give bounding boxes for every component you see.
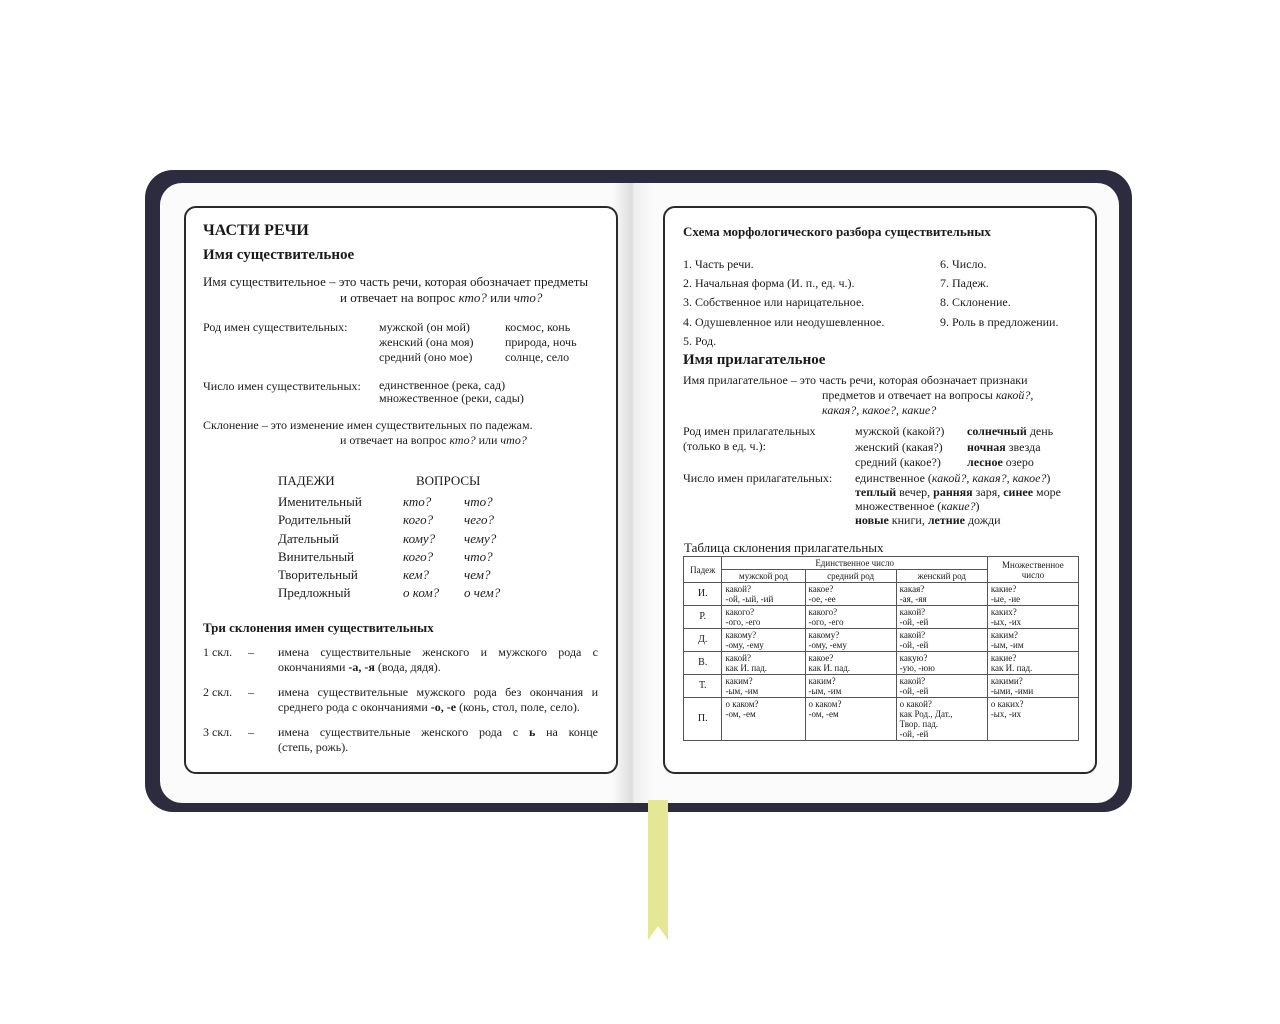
table-cell — [722, 629, 805, 652]
cell-question: какие? — [990, 584, 1017, 594]
table-cell — [722, 698, 805, 741]
conjunction-or: или — [475, 433, 501, 447]
table-cell — [987, 606, 1078, 629]
declension-2-examples: (конь, стол, поле, село). — [456, 700, 580, 714]
declension-1-dash: – — [248, 645, 254, 659]
case-questions-animate — [403, 493, 439, 603]
cell-ending: -ого, -его — [725, 617, 761, 627]
table-cell-case: Р. — [684, 606, 722, 629]
cell-ending: Твор. пад. — [899, 719, 939, 729]
adjective-definition-line1: Имя прилагательное – это часть речи, которая обозначает признаки — [683, 373, 1028, 387]
case-name: Родительный — [278, 512, 352, 528]
adjective-plural-examples — [855, 513, 1061, 527]
adjective-example-word: синее — [1003, 485, 1034, 499]
table-header-masculine: мужской род — [722, 570, 805, 583]
scheme-item: 9. Роль в предложении. — [940, 314, 1059, 329]
adjective-gender-label-line1: Род имен прилагательных — [683, 424, 816, 438]
case-question: о чем? — [464, 585, 501, 601]
bookmark-ribbon — [648, 800, 668, 940]
scheme-item: 3. Собственное или нарицательное. — [683, 295, 865, 310]
plural-question: какие? — [941, 499, 976, 513]
declension-3-text: имена существительные женского рода с — [278, 725, 529, 739]
noun-example-word: звезда — [1005, 439, 1041, 454]
notebook-spine — [612, 183, 654, 803]
table-row — [684, 606, 1079, 629]
question-who: кто? — [458, 290, 487, 305]
declension-3-label: 3 скл. — [203, 725, 233, 739]
scheme-item: 8. Склонение. — [940, 295, 1011, 310]
table-cell — [896, 675, 987, 698]
cell-question: о каких? — [990, 699, 1024, 709]
table-header-case: Падеж — [684, 557, 722, 583]
declension-2-text: среднего рода с окончаниями — [278, 700, 431, 714]
cell-ending: как И. пад. — [725, 663, 767, 673]
gender-form: женский (она моя) — [379, 335, 474, 349]
cell-ending: -ому, -ему — [725, 640, 764, 650]
adjective-definition-line2 — [822, 388, 1033, 403]
cell-question: о каком? — [808, 699, 842, 709]
scheme-title: Схема морфологического разбора существительных — [683, 224, 991, 239]
cell-question: какой? — [725, 653, 751, 663]
adjective-number-label: Число имен прилагательных: — [683, 471, 833, 485]
cell-question: какую? — [899, 653, 928, 663]
table-cell — [805, 629, 896, 652]
cell-ending: как Род., Дат., — [899, 709, 953, 719]
gender-example: солнце, село — [505, 350, 570, 364]
singular-questions: какой?, какая?, какое? — [931, 471, 1047, 485]
cell-ending: -ом, -ем — [808, 709, 839, 719]
declension-1-line2 — [278, 660, 441, 675]
noun-example-word: книги, — [888, 513, 928, 527]
declension-3-dash: – — [248, 725, 254, 739]
adjective-singular-examples — [855, 485, 1061, 499]
scheme-item: 2. Начальная форма (И. п., ед. ч.). — [683, 276, 855, 291]
questions-header: ВОПРОСЫ — [416, 473, 481, 488]
case-questions-inanimate — [464, 493, 500, 603]
gender-forms — [379, 320, 474, 365]
adjective-gender-forms — [855, 424, 944, 471]
table-cell — [987, 652, 1078, 675]
cell-question: какое? — [808, 584, 834, 594]
case-question: что? — [464, 548, 493, 564]
adjective-example-word: теплый — [855, 485, 897, 499]
table-cell — [896, 583, 987, 606]
scheme-item: 4. Одушевленное или неодушевленное. — [683, 314, 885, 329]
table-row — [684, 675, 1079, 698]
case-name: Именительный — [278, 494, 362, 509]
case-question: чему? — [464, 530, 497, 546]
conjunction-or: или — [486, 290, 514, 305]
plural-close: ) — [975, 499, 980, 513]
cell-ending: как И. пад. — [808, 663, 851, 673]
table-cell — [987, 675, 1078, 698]
cell-question: каким? — [990, 630, 1018, 640]
cell-ending: -ому, -ему — [808, 640, 847, 650]
plural-label: множественное ( — [855, 499, 942, 513]
cell-ending: -ым, -им — [725, 686, 759, 696]
gender-example: космос, конь — [505, 320, 571, 334]
cell-ending: -ыми, -ими — [990, 686, 1034, 696]
adjective-plural — [855, 499, 1061, 513]
declension-2-line2 — [278, 700, 580, 715]
case-name: Предложный — [278, 585, 351, 601]
cell-ending: -ой, -ей — [899, 729, 929, 739]
noun-example-word: заря, — [972, 485, 1004, 499]
number-forms — [379, 379, 524, 405]
declension-definition-line2 — [340, 433, 527, 448]
adjective-example-word: солнечный — [967, 424, 1027, 438]
table-header-row — [684, 557, 1079, 570]
table-row — [684, 698, 1079, 741]
case-question: чего? — [464, 512, 495, 528]
case-question: кто? — [403, 494, 432, 509]
table-cell — [805, 606, 896, 629]
scheme-item: 5. Род. — [683, 333, 717, 348]
cell-question: какой? — [899, 607, 926, 617]
table-row — [684, 629, 1079, 652]
table-cell — [896, 606, 987, 629]
adjective-singular — [855, 471, 1061, 485]
section-title-adjective: Имя прилагательное — [683, 352, 826, 368]
declension-2-line1: имена существительные мужского рода без окончания и — [278, 685, 598, 699]
noun-example-word: день — [1026, 424, 1054, 438]
gender-examples — [505, 320, 577, 365]
page-title: ЧАСТИ РЕЧИ — [203, 222, 309, 239]
cell-question: какого? — [808, 607, 838, 617]
table-cell-case: П. — [684, 698, 722, 741]
singular-label: единственное ( — [855, 471, 932, 485]
declension-3-text-end: на конце — [535, 725, 598, 739]
adjective-gender-example — [967, 424, 1053, 440]
declension-3-soft-sign: ь — [528, 725, 536, 739]
cell-ending: -ого, -его — [808, 617, 844, 627]
table-cell — [896, 629, 987, 652]
adjective-question: какой?, — [995, 388, 1034, 402]
adjective-example-word: ранняя — [933, 485, 973, 499]
table-cell — [987, 629, 1078, 652]
declension-1-text: окончаниями — [278, 660, 349, 674]
gender-form: средний (оно мое) — [379, 350, 473, 364]
case-names — [278, 493, 362, 603]
table-row — [684, 652, 1079, 675]
table-header-neuter: средний род — [805, 570, 896, 583]
cell-question: каких? — [990, 607, 1017, 617]
adjective-declension-table — [683, 556, 1079, 741]
question-what: что? — [513, 290, 543, 305]
adjective-gender-form: мужской (какой?) — [855, 424, 945, 438]
table-cell — [896, 698, 987, 741]
cell-ending: -ым, -им — [808, 686, 842, 696]
table-cell-case: В. — [684, 652, 722, 675]
noun-example-word: озеро — [1002, 455, 1034, 469]
cell-question: каким? — [725, 676, 753, 686]
table-cell — [722, 583, 805, 606]
adjective-example-word: ночная — [967, 439, 1006, 454]
cell-question: какому? — [808, 630, 840, 640]
declension-1-examples: (вода, дядя). — [374, 660, 441, 674]
cell-ending: -ое, -ее — [808, 594, 836, 604]
noun-example-word: море — [1033, 485, 1061, 499]
cell-ending: -ом, -ем — [725, 709, 756, 719]
cell-question: какая? — [899, 584, 925, 594]
case-name: Творительный — [278, 567, 358, 583]
declension-1-endings: -а, -я — [348, 660, 375, 674]
declension-1-line1: имена существительные женского и мужского рода с — [278, 645, 598, 659]
adjective-example-word: новые — [855, 513, 889, 527]
cell-question: какими? — [990, 676, 1023, 686]
cell-ending: -ых, -их — [990, 709, 1022, 719]
scheme-list-right — [940, 255, 1058, 332]
noun-definition-line1: Имя существительное – это часть речи, которая обозначает предметы — [203, 274, 589, 289]
cell-question: какой? — [725, 584, 751, 594]
number-form: множественное (реки, сады) — [379, 391, 524, 405]
noun-definition-text: и отвечает на вопрос — [340, 290, 459, 305]
cell-ending: -ой, -ей — [899, 617, 929, 627]
cell-question: какой? — [899, 630, 926, 640]
scheme-item: 6. Число. — [940, 257, 987, 271]
case-question: кем? — [403, 567, 429, 583]
cell-ending: -ой, -ей — [899, 640, 929, 650]
declension-1-label: 1 скл. — [203, 645, 233, 659]
adjective-gender-example — [967, 455, 1053, 471]
table-cell — [896, 652, 987, 675]
gender-example: природа, ночь — [505, 335, 577, 349]
gender-label: Род имен существительных: — [203, 320, 348, 334]
cell-ending: -ой, -ый, -ий — [725, 594, 774, 604]
case-question: о ком? — [403, 585, 440, 601]
cases-header: ПАДЕЖИ — [278, 473, 335, 488]
case-name: Винительный — [278, 548, 355, 564]
case-question: кому? — [403, 530, 436, 546]
table-header-singular: Единственное число — [722, 557, 987, 570]
cell-question: каким? — [808, 676, 836, 686]
cell-question: о каком? — [725, 699, 759, 709]
table-cell — [722, 606, 805, 629]
table-cell-case: Д. — [684, 629, 722, 652]
table-cell — [805, 698, 896, 741]
declension-3-line2: (степь, рожь). — [278, 740, 349, 754]
table-cell-case: Т. — [684, 675, 722, 698]
cell-question: какому? — [725, 630, 757, 640]
cell-ending: как И. пад. — [990, 663, 1033, 673]
section-title-noun: Имя существительное — [203, 247, 355, 263]
cell-ending: -ую, -юю — [899, 663, 935, 673]
adjective-gender-examples — [967, 424, 1053, 471]
cell-ending: -ые, -ие — [990, 594, 1021, 604]
table-cell — [805, 675, 896, 698]
singular-close: ) — [1046, 471, 1051, 485]
cell-ending: -ым, -им — [990, 640, 1024, 650]
gender-form: мужской (он мой) — [379, 320, 470, 334]
cell-question: какой? — [899, 676, 926, 686]
cell-question: о какой? — [899, 699, 932, 709]
declension-2-endings: -о, -е — [430, 700, 457, 714]
number-form: единственное (река, сад) — [379, 378, 506, 392]
table-cell — [805, 652, 896, 675]
table-header-plural: Множественное число — [987, 557, 1078, 583]
case-question: что? — [464, 494, 493, 509]
case-question: кого? — [403, 548, 434, 564]
table-header-feminine: женский род — [896, 570, 987, 583]
number-label: Число имен существительных: — [203, 379, 361, 393]
adjective-gender-label — [683, 424, 816, 454]
adjective-example-word: летние — [927, 513, 965, 527]
table-row — [684, 583, 1079, 606]
adjective-gender-form: средний (какое?) — [855, 455, 941, 469]
case-name: Дательный — [278, 530, 339, 546]
noun-example-word: дожди — [964, 513, 1001, 527]
adjective-gender-label-line2: (только в ед. ч.): — [683, 439, 766, 453]
adjective-gender-form: женский (какая?) — [855, 439, 943, 454]
scheme-item: 1. Часть речи. — [683, 257, 754, 271]
scheme-list-left — [683, 255, 884, 351]
adjective-example-word: лесное — [967, 455, 1003, 469]
cell-question: какие? — [990, 653, 1017, 663]
table-cell — [722, 675, 805, 698]
adjective-gender-example — [967, 440, 1053, 456]
declension-3-line1 — [278, 725, 598, 740]
noun-example-word: вечер, — [896, 485, 934, 499]
question-who: кто? — [449, 433, 476, 447]
cell-question: какого? — [725, 607, 755, 617]
table-cell — [722, 652, 805, 675]
three-declensions-title: Три склонения имен существительных — [203, 620, 434, 635]
declension-2-label: 2 скл. — [203, 685, 233, 699]
cell-ending: -ая, -яя — [899, 594, 927, 604]
scheme-item: 7. Падеж. — [940, 276, 989, 291]
table-cell — [987, 583, 1078, 606]
case-question: кого? — [403, 512, 434, 528]
declension-2-dash: – — [248, 685, 254, 699]
cell-question: какое? — [808, 653, 834, 663]
case-question: чем? — [464, 567, 491, 583]
declension-table-title: Таблица склонения прилагательных — [684, 540, 884, 555]
adjective-number-forms — [855, 471, 1061, 527]
adjective-definition-text: предметов и отвечает на вопросы — [822, 388, 996, 402]
cell-ending: -ых, -их — [990, 617, 1022, 627]
adjective-definition-line3: какая?, какое?, какие? — [822, 403, 937, 417]
declension-definition-text: и отвечает на вопрос — [340, 433, 450, 447]
cell-ending: -ой, -ей — [899, 686, 929, 696]
table-cell-case: И. — [684, 583, 722, 606]
table-cell — [805, 583, 896, 606]
declension-definition-line1: Склонение – это изменение имен существительных по падежам. — [203, 418, 533, 432]
question-what: что? — [500, 433, 527, 447]
table-cell — [987, 698, 1078, 741]
noun-definition-line2 — [340, 290, 542, 306]
